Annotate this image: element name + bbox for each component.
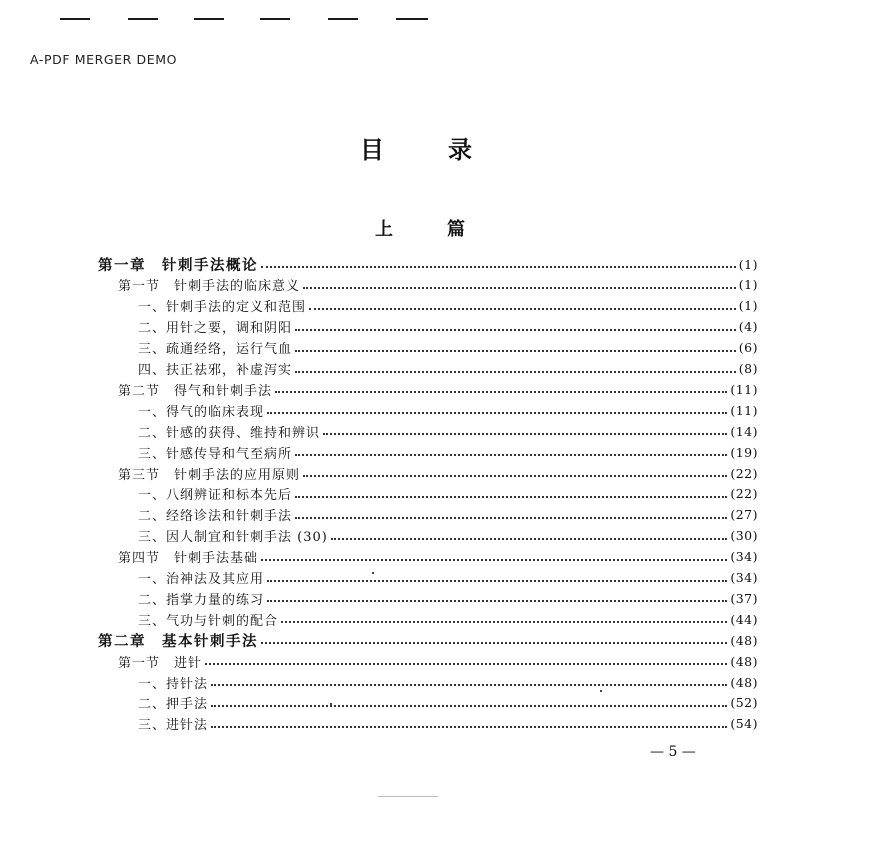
toc-entry-label: 三、针感传导和气至病所 — [138, 446, 293, 462]
volume-heading: 上篇 — [375, 219, 519, 240]
toc-entry-label: 第一节 进针 — [118, 655, 203, 671]
toc-entry-page: (54) — [730, 716, 758, 732]
toc-entry-label: 第二节 得气和针刺手法 — [118, 383, 273, 399]
toc-leader-dots — [261, 630, 727, 644]
toc-entry-label: 二、押手法 — [138, 697, 209, 713]
toc-leader-dots — [309, 296, 736, 310]
toc-entry-page: (34) — [730, 549, 758, 565]
scan-speck — [372, 572, 374, 574]
toc-entry-label: 三、因人制宜和针刺手法 (30) — [138, 530, 328, 546]
toc-entry-label: 第一节 针刺手法的临床意义 — [118, 279, 301, 295]
toc-section — [118, 379, 758, 399]
toc-leader-dots — [295, 442, 727, 456]
toc-leader-dots — [211, 693, 727, 707]
toc-leader-dots — [267, 400, 727, 414]
toc-entry-page: (48) — [730, 674, 758, 690]
toc-entry-label: 第三节 针刺手法的应用原则 — [118, 467, 301, 483]
toc-entry-page: (48) — [730, 632, 758, 648]
toc-entry-page: (14) — [730, 423, 758, 439]
toc-leader-dots — [295, 505, 727, 519]
toc-item — [138, 338, 758, 358]
toc-chapter — [98, 630, 758, 650]
toc-item — [138, 359, 758, 379]
toc-entry-label: 二、针感的获得、维持和辨识 — [138, 425, 321, 441]
toc-leader-dots — [331, 526, 728, 540]
toc-leader-dots — [323, 421, 727, 435]
toc-entry-label: 三、气功与针刺的配合 — [138, 613, 279, 629]
watermark: A-PDF MERGER DEMO — [30, 52, 178, 67]
toc-item — [138, 400, 758, 420]
toc-entry-label: 第一章 针刺手法概论 — [98, 256, 258, 274]
toc-item — [138, 484, 758, 504]
toc-item — [138, 568, 758, 588]
toc-entry-page: (30) — [730, 528, 758, 544]
toc-entry-label: 一、治神法及其应用 — [138, 572, 265, 587]
toc-entry-page: (52) — [730, 695, 758, 711]
toc-entry-label: 四、扶正祛邪，补虚泻实 — [138, 363, 293, 378]
toc-leader-dots — [275, 379, 727, 393]
toc-entry-page: (34) — [730, 570, 758, 585]
toc-leader-dots — [295, 317, 736, 331]
toc-chapter — [98, 254, 758, 274]
toc-entry-label: 第四节 针刺手法基础 — [118, 551, 259, 567]
toc-leader-dots — [303, 463, 727, 477]
scan-speck — [330, 703, 332, 705]
toc-section — [118, 547, 758, 567]
toc-item — [138, 421, 758, 441]
toc-item — [138, 296, 758, 316]
toc-leader-dots — [211, 714, 727, 728]
toc-item — [138, 588, 758, 608]
toc-entry-label: 第二章 基本针刺手法 — [98, 632, 258, 650]
toc-entry-label: 一、持针法 — [138, 676, 209, 692]
toc-item — [138, 526, 758, 546]
toc-entry-page: (22) — [730, 465, 758, 481]
toc-entry-page: (37) — [730, 590, 758, 606]
toc-entry-page: (22) — [730, 486, 758, 502]
toc-entry-page: (8) — [738, 361, 758, 376]
page-number: — 5 — — [650, 744, 696, 760]
toc-entry-label: 一、得气的临床表现 — [138, 404, 265, 420]
toc-item — [138, 442, 758, 462]
toc-entry-page: (27) — [730, 507, 758, 523]
toc-leader-dots — [267, 568, 727, 582]
toc-entry-label: 三、进针法 — [138, 718, 209, 734]
toc-leader-dots — [261, 547, 727, 561]
toc-entry-label: 二、指掌力量的练习 — [138, 592, 265, 608]
toc-entry-label: 二、经络诊法和针刺手法 — [138, 509, 293, 525]
page-title: 目录 — [360, 135, 536, 164]
toc-item — [138, 714, 758, 734]
top-scan-dashes — [60, 18, 440, 22]
toc-entry-label: 二、用针之要，调和阴阳 — [138, 321, 293, 337]
toc-item — [138, 505, 758, 525]
toc-entry-page: (6) — [738, 340, 758, 356]
scan-speck — [378, 796, 438, 797]
toc-entry-page: (1) — [738, 298, 758, 314]
toc-leader-dots — [267, 588, 727, 602]
toc-leader-dots — [303, 275, 736, 289]
toc-leader-dots — [281, 609, 727, 623]
toc-leader-dots — [295, 359, 736, 373]
toc-section — [118, 275, 758, 295]
toc-entry-label: 一、八纲辨证和标本先后 — [138, 488, 293, 504]
toc-item — [138, 609, 758, 629]
toc-entry-page: (11) — [730, 381, 758, 397]
toc-entry-page: (1) — [738, 277, 758, 293]
toc-entry-page: (4) — [738, 319, 758, 335]
toc-entry-page: (11) — [730, 402, 758, 418]
toc-entry-page: (48) — [730, 653, 758, 669]
toc-item — [138, 317, 758, 337]
toc-leader-dots — [295, 484, 727, 498]
toc-leader-dots — [211, 672, 727, 686]
toc-item — [138, 672, 758, 692]
toc-section — [118, 651, 758, 671]
toc-leader-dots — [295, 338, 736, 352]
toc-entry-label: 一、针刺手法的定义和范围 — [138, 300, 307, 316]
toc-leader-dots — [261, 254, 736, 268]
toc-entry-page: (1) — [738, 256, 758, 272]
toc-entry-page: (19) — [730, 444, 758, 460]
toc-entry-label: 三、疏通经络，运行气血 — [138, 342, 293, 358]
toc-entry-page: (44) — [730, 611, 758, 627]
toc-item — [138, 693, 758, 713]
toc-section — [118, 463, 758, 483]
toc-leader-dots — [205, 651, 727, 665]
scan-speck — [600, 690, 602, 692]
